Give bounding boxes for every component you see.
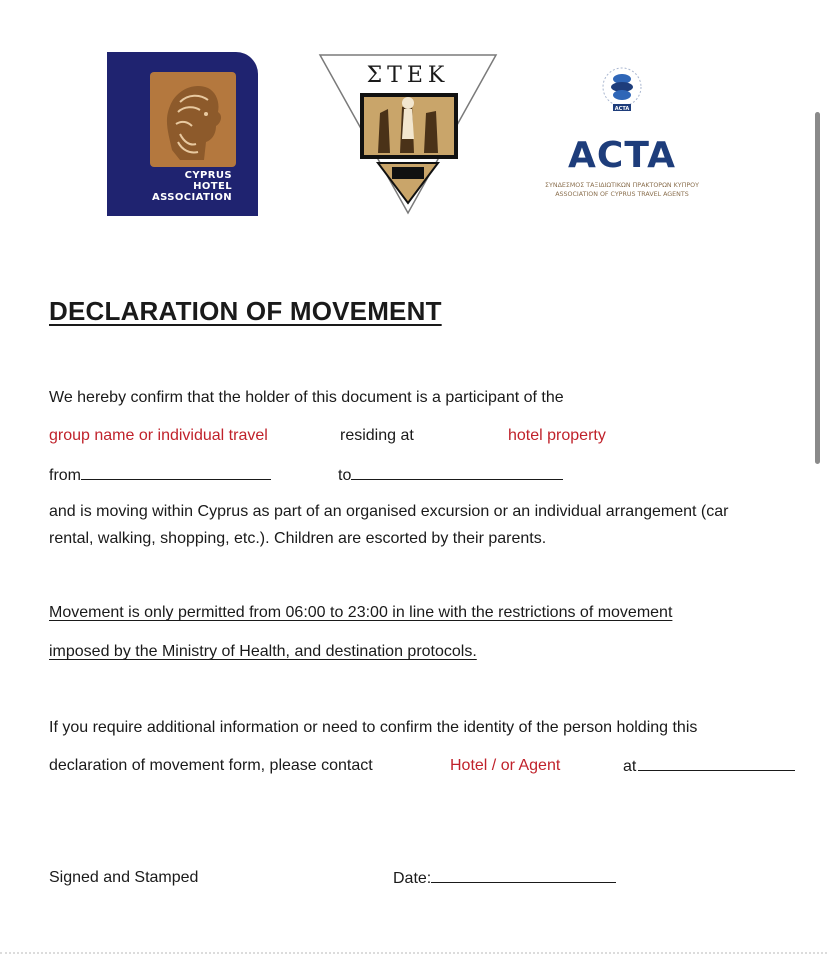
document-title: DECLARATION OF MOVEMENT (49, 296, 442, 326)
acta-subtitle-english: ASSOCIATION OF CYPRUS TRAVEL AGENTS (555, 191, 689, 198)
acta-badge: ACTA (614, 106, 630, 112)
restriction-text-line-2: imposed by the Ministry of Health, and destination protocols. (49, 643, 477, 660)
stek-wordmark: ΣΤΕΚ (366, 63, 450, 88)
acta-logo (538, 65, 706, 205)
to-date-field[interactable] (351, 465, 563, 480)
date-field[interactable] (431, 868, 616, 883)
residing-at-label: residing at (340, 427, 414, 444)
from-label: from (49, 467, 81, 484)
page-bottom-edge (0, 952, 827, 954)
hotel-property-field[interactable]: hotel property (508, 427, 606, 444)
acta-wordmark: ACTA (568, 135, 676, 176)
group-name-field[interactable]: group name or individual travel (49, 427, 268, 444)
to-label: to (338, 467, 352, 484)
signed-and-stamped-label: Signed and Stamped (49, 869, 199, 886)
from-row (49, 465, 271, 486)
moving-text-line-1: and is moving within Cyprus as part of an organised excursion or an individual arrangement (car (49, 503, 729, 520)
classical-head-icon (150, 72, 236, 167)
acta-globe-icon (600, 65, 644, 135)
vertical-scrollbar[interactable] (815, 112, 820, 464)
stek-logo (318, 53, 498, 215)
date-label: Date: (393, 870, 432, 887)
at-label: at (623, 758, 637, 775)
at-row (623, 756, 795, 777)
cyprus-hotel-association-logo (107, 52, 258, 216)
contact-text-line-1: If you require additional information or need to confirm the identity of the person holding this (49, 719, 698, 736)
from-date-field[interactable] (81, 465, 271, 480)
contact-details-field[interactable] (638, 756, 795, 771)
contact-text-line-2: declaration of movement form, please contact (49, 757, 373, 774)
intro-text: We hereby confirm that the holder of this document is a participant of the (49, 389, 564, 406)
cha-wordmark: CYPRUS HOTEL ASSOCIATION (151, 170, 232, 203)
acta-subtitle-greek: ΣΥΝΔΕΣΜΟΣ ΤΑΞΙΔΙΩΤΙΚΩΝ ΠΡΑΚΤΟΡΩΝ ΚΥΠΡΟΥ (545, 182, 699, 189)
restriction-text-line-1: Movement is only permitted from 06:00 to 23:00 in line with the restrictions of movement (49, 604, 673, 621)
hotel-or-agent-field[interactable]: Hotel / or Agent (450, 757, 561, 774)
date-row (393, 868, 616, 889)
to-row (338, 465, 563, 486)
moving-text-line-2: rental, walking, shopping, etc.). Children are escorted by their parents. (49, 530, 547, 547)
